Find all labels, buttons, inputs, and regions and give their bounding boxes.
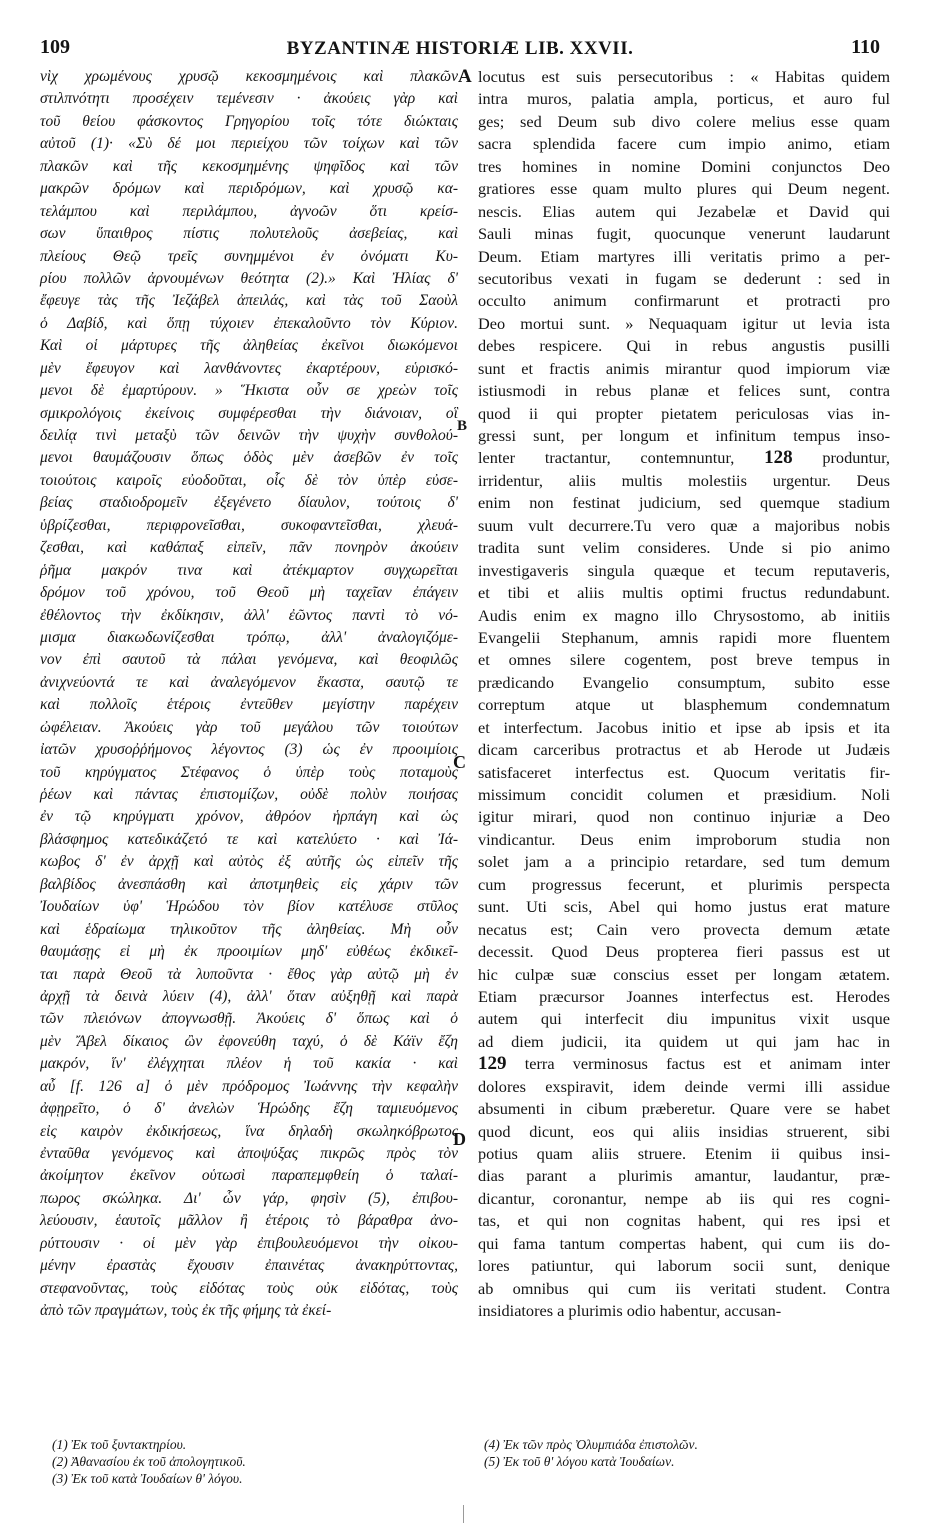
text-line: ρίου πολλῶν ἀρνουμένων θεότητα (2).» Καὶ Ἠλίας δ' bbox=[40, 269, 458, 287]
text-line: τελάμπου καὶ περιλάμπου, ἀγνοῶν ὅτι κρείσ- bbox=[40, 202, 458, 220]
text-line: ἐθέλοντος τὴν ἐκδίκησιν, ἀλλ' ἐῶντος παντὶ τὸ νό- bbox=[40, 606, 458, 624]
edition-page-number: 129 bbox=[478, 1053, 507, 1075]
text-line: occulto animum confirmarunt et protracti pro bbox=[478, 291, 890, 311]
text-line: Καὶ οἱ μάρτυρες τῆς ἀληθείας ἐκεῖνοι διωκόμενοι bbox=[40, 337, 458, 355]
text-line: Evangelii Stephanum, amnis rapidi more fluentem bbox=[478, 627, 890, 647]
text-line: decessit. Quod Deus propterea fieri passus est ut bbox=[478, 942, 890, 962]
text-line: αὐτοῦ (1)· «Σὺ δέ μοι περιείχου τῶν τοίχων καὶ τῶν bbox=[40, 135, 458, 153]
text-line: Deo mortui sunt. » Nequaquam igitur ut levia ista bbox=[478, 313, 890, 333]
text-line: et tibi et aliis multis optimi fructus redundabunt. bbox=[478, 583, 890, 603]
text-line: μὲν Ἄβελ δίκαιος ὢν ἐφονεύθη ταχύ, ὁ δὲ Κάϊν ἔζη bbox=[40, 1032, 458, 1050]
text-line: ἀφῃρεῖτο, ὁ δ' ἀνελὼν Ἡρώδης ἔζη ταμιευόμενος bbox=[40, 1100, 458, 1118]
text-line: ζεσθαι, καὶ καθάπαξ εἰπεῖν, πᾶν πονηρὸν ἀκούειν bbox=[40, 539, 458, 557]
text-line: μὲν ἔφευγον καὶ λανθάνοντες ἐκαρτέρουν, εὑρισκό- bbox=[40, 359, 458, 377]
text-line: μισμα διακωδωνίζεσθαι τρόπῳ, ἀλλ' ἀναλογιζόμε- bbox=[40, 628, 458, 646]
text-line: tradita sunt velim consideres. Unde si pio animo bbox=[478, 538, 890, 558]
text-line: ἰατῶν χρυσοῤῥήμονος λέγοντος (3) ὡς ἐν προοιμίοις bbox=[40, 741, 458, 759]
text-line: νον ἐπὶ σαυτοῦ τὰ πάλαι γενόμενα, καὶ θεοφιλῶς bbox=[40, 651, 458, 669]
text-line: πλείους Θεῷ τρεῖς συνημμένοι ἐν ὀνόματι Κυ- bbox=[40, 247, 458, 265]
text-line: tas, et qui non cognitas habent, qui res ipsi et bbox=[478, 1211, 890, 1231]
text-line: ὁ Δαβίδ, καὶ ὅπῃ τύχοιεν ἐπεκαλοῦντο τὸν Κύριον. bbox=[40, 314, 458, 332]
text-line: suum vult decurrere.Tu vero quæ a majoribus nobis bbox=[478, 515, 890, 535]
text-line: 129 terra verminosus factus est et animam inter bbox=[478, 1053, 890, 1075]
text-line: λεύουσιν, ἑαυτοῖς μᾶλλον ἢ ἑτέροις τὸ βάραθρα ἀνο- bbox=[40, 1212, 458, 1230]
text-line: καὶ ἑδραίωμα τηλικοῦτον τῆς ἀληθείας. Μὴ οὖν bbox=[40, 920, 458, 938]
text-line: cum progressus fecerunt, et plurimis perspecta bbox=[478, 874, 890, 894]
text-line: σων ὕπαιθρος πίστις πολυτελοῦς ἀσεβείας, καὶ bbox=[40, 225, 458, 243]
footnote: (5) Ἐκ τοῦ θ' λόγου κατὰ Ἰουδαίων. bbox=[484, 1454, 675, 1469]
text-line: missimum concidit columen et præsidium. Noli bbox=[478, 785, 890, 804]
text-line: potius quam aliis struere. Etenim ii quibus insi- bbox=[478, 1144, 890, 1163]
text-line: στιλπνότητι προσέχειν τεμένεσιν · ἀκούεις γὰρ καὶ bbox=[40, 90, 458, 108]
text-line: εἰς καιρὸν ἐκδικήσεως, ἵνα δηλαδὴ σκωληκόβρωτος bbox=[40, 1122, 458, 1140]
text-line: Sauli minas fugit, quocunque venerunt laudarunt bbox=[478, 224, 890, 244]
text-line: dolores exspiravit, idem deinde vermi illi assidue bbox=[478, 1076, 890, 1096]
text-line: αὖ [f. 126 a] ὁ μὲν πρόδρομος Ἰωάννης τὴν κεφαλὴν bbox=[40, 1077, 458, 1095]
text-line: satisfaceret interfectus est. Quocum veritatis fir- bbox=[478, 762, 890, 782]
text-line: πλακῶν καὶ τῆς κεκοσμημένης ψηφῖδος καὶ τῶν bbox=[40, 157, 458, 175]
text-line: debes respicere. Qui in rebus angustis pusilli bbox=[478, 336, 890, 356]
text-line: ὑβρίζεσθαι, περιφρονεῖσθαι, συκοφαντεῖσθαι, χλευά- bbox=[40, 516, 458, 534]
text-line: insidiatores a plurimis odio habentur, accusan- bbox=[478, 1301, 782, 1321]
footnote: (2) Ἀθανασίου ἐκ τοῦ ἀπολογητικοῦ. bbox=[52, 1454, 246, 1469]
footnote: (1) Ἐκ τοῦ ξυντακτηρίου. bbox=[52, 1437, 187, 1452]
text-line: μενοι δὲ ἐμαρτύρουν. » Ἥκιστα οὖν σε χρεὼν τοῖς bbox=[40, 382, 458, 400]
text-line: ἔφευγε τὰς τῆς Ἰεζάβελ ἀπειλάς, καὶ τὰς τοῦ Σαοὺλ bbox=[40, 292, 458, 310]
margin-marker-c: C bbox=[453, 752, 466, 772]
text-line: Ἰουδαίων ὑφ' Ἡρώδου τὸν βίον κατέλυσε στῦλος bbox=[40, 898, 458, 916]
text-line: ἀκοίμητον ἐκεῖνον οὑτωσὶ παραπεμφθείη ὁ ταλαί- bbox=[40, 1167, 458, 1185]
text-line: sunt et fractis animis mirantur quod impiorum viæ bbox=[478, 358, 890, 378]
text-line: correptum atque ut blasphemum condemnatum bbox=[478, 695, 890, 715]
text-line: ται παρὰ Θεοῦ τὰ λυποῦντα · ἔθος γὰρ αὐτῷ μὴ ἐν bbox=[40, 965, 458, 983]
text-line: solet jam a a principio retardare, sed tum demum bbox=[478, 852, 890, 872]
text-line: κωβος δ' ἐν ἀρχῇ καὶ αὐτὸς ἐξ αὐτῆς ὡς εἰπεῖν τῆς bbox=[40, 853, 458, 871]
text-line: irridentur, aliis multis molestiis urgentur. Deus bbox=[478, 470, 890, 490]
text-line: μενοι θαυμάζουσιν ὅπως ὁδὸς μὲν ἀσεβῶν ἐν τοῖς bbox=[40, 449, 458, 467]
text-line: dias parant a plurimis amantur, laudantur, præ- bbox=[478, 1166, 890, 1186]
text-line: intra muros, palatia ampla, porticus, et auro ful bbox=[478, 89, 890, 109]
text-line: Audis enim ex magno illo Chrysostomo, ab initiis bbox=[478, 605, 890, 625]
text-line: ad diem judicii, ita quidem ut qui jam hac in bbox=[478, 1031, 890, 1051]
text-line: ρύττουσιν · οἱ μὲν γὰρ ἐπιβουλευόμενοι τὴν οἰκου- bbox=[40, 1234, 458, 1252]
text-line: ῥῆμα μακρόν τινα καὶ ἀτέκμαρτον συγχωρεῖται bbox=[40, 561, 458, 579]
text-line: δρόμον τοῦ χρόνου, τοῦ Θεοῦ μὴ ταχεῖαν ἐπάγειν bbox=[40, 584, 458, 602]
text-line: βαλβίδος ἀνεσπάσθη καὶ ἀποτμηθεὶς εἰς χάριν τῶν bbox=[40, 875, 458, 893]
text-line: δειλίᾳ τινὶ μεταξὺ τῶν δεινῶν τὴν ψυχὴν συνθολού- bbox=[40, 427, 458, 444]
text-line: πωρος σκώληκα. Δι' ὧν γάρ, φησὶν (5), ἐπιβου- bbox=[40, 1189, 458, 1207]
footnotes-left bbox=[52, 1436, 246, 1487]
text-line: νὶχ χρωμένους χρυσῷ κεκοσμημένοις καὶ πλακῶν bbox=[40, 68, 458, 85]
text-line: hic culpæ suæ conscius esset per longam ætatem. bbox=[478, 964, 890, 984]
text-line: locutus est suis persecutoribus : « Habitas quidem bbox=[478, 67, 890, 86]
text-line: quod ii qui propter pietatem periculosas vias in- bbox=[478, 403, 890, 423]
text-line: tres homines in nomine Domini conjunctos Deo bbox=[478, 156, 890, 176]
text-line: istiusmodi in rebus planæ et felices sunt, contra bbox=[478, 381, 890, 401]
text-line: necatus est; Cain vero provecta demum ætate bbox=[478, 919, 890, 939]
text-line: ἀνιχνεύοντά τε καὶ ἀναλεγόμενον ἕκαστα, σαυτῷ τε bbox=[40, 673, 458, 691]
text-line: enim non festinat judicium, sed quemque stadium bbox=[478, 493, 890, 513]
text-line: Etiam præcursor Joannes interfectus est. Herodes bbox=[478, 986, 890, 1006]
text-line: lores patiuntur, qui laborum socii sunt, denique bbox=[478, 1256, 890, 1276]
text-line: dicam carceribus protractus et ab Herode ut Judæis bbox=[478, 740, 890, 760]
footnote: (4) Ἐκ τῶν πρὸς Ὀλυμπιάδα ἐπιστολῶν. bbox=[484, 1437, 698, 1452]
text-line: qui fama tantum compertas habent, qui cum iis do- bbox=[478, 1233, 890, 1253]
text-line: sunt. Uti scis, Abel qui homo justus erat mature bbox=[478, 897, 890, 917]
text-line: στεφανοῦντας, τοὺς εἰδότας τοὺς οὐκ εἰδότας, τοὺς bbox=[40, 1279, 458, 1297]
text-line: ges; sed Deum sub divo colere melius esse quam bbox=[478, 111, 890, 131]
greek-text-column bbox=[40, 66, 458, 1323]
printer-mark bbox=[463, 1505, 464, 1523]
text-line: ab omnibus qui cum iis veritati student. Contra bbox=[478, 1278, 890, 1298]
text-line: dicantur, coronantur, nempe ab iis qui res cogni- bbox=[478, 1188, 890, 1208]
text-line: secutoribus vexati in fugam se dederunt : sed in bbox=[478, 268, 890, 288]
text-line: sacra splendida facere cum impio animo, etiam bbox=[478, 134, 890, 154]
page-number-left: 109 bbox=[40, 36, 70, 58]
text-line: ἀπὸ τῶν πραγμάτων, τοὺς ἐκ τῆς φήμης τὰ ἐκεί- bbox=[40, 1302, 332, 1320]
text-line: absumenti in cibum præberetur. Quare vere se habet bbox=[478, 1099, 890, 1119]
margin-marker-d: D bbox=[453, 1129, 466, 1149]
text-line: θαυμάσῃς εἰ μὴ ἐκ προοιμίων μηδ' εὐθέως ἐκδικεῖ- bbox=[40, 943, 458, 961]
page-header bbox=[40, 36, 880, 66]
text-line: lenter tractantur, contemnuntur, 128 produntur, bbox=[478, 447, 890, 469]
text-line: investigaveris singula quæque et tecum reputaveris, bbox=[478, 560, 890, 580]
footnote: (3) Ἐκ τοῦ κατὰ Ἰουδαίων θ' λόγου. bbox=[52, 1471, 243, 1486]
text-line: gressi sunt, per longum et infinitum tempus inso- bbox=[478, 426, 890, 445]
text-line: igitur mirari, quod non continuo injuriæ a Deo bbox=[478, 807, 890, 827]
text-line: βείας σταδιοδρομεῖν ἐξεγένετο δίαυλον, τούτοις δ' bbox=[40, 494, 458, 512]
margin-marker-b: B bbox=[457, 418, 468, 434]
text-line: ῥέων καὶ πάντας ἐπιστομίζων, οὐδὲ πολὺν ποιήσας bbox=[40, 786, 458, 803]
text-line: quod dicunt, eos qui aliis insidias struerent, sibi bbox=[478, 1121, 890, 1141]
text-line: μακρῶν δρόμων καὶ περιδρόμων, καὶ χρυσῷ κα- bbox=[40, 180, 458, 198]
text-line: ἀρχῇ τὰ δεινὰ λύειν (4), ἀλλ' ὅταν αὐξηθῇ καὶ παρὰ bbox=[40, 987, 458, 1005]
text-line: prædicando Evangelio consumptum, subito esse bbox=[478, 672, 890, 692]
text-line: et interfectum. Jacobus initio et ipse ab ipsis et ita bbox=[478, 717, 890, 737]
text-line: τοῦ θείου φάσκοντος Γρηγορίου τοῖς τότε διώκταις bbox=[40, 112, 458, 130]
latin-text-column bbox=[478, 66, 890, 1323]
text-line: Deum. Etiam martyres illi veritatis primo a per- bbox=[478, 246, 890, 266]
text-line: ὠφέλειαν. Ἀκούεις γὰρ τοῦ μεγάλου τῶν τοιούτων bbox=[40, 718, 458, 736]
text-line: σμικρολόγοις ἐκείνοις συμφέρεσθαι τὴν διάνοιαν, οἳ bbox=[40, 404, 458, 422]
text-line: ἐνταῦθα γενόμενος καὶ ἀποψύξας πικρῶς πρὸς τὸν bbox=[40, 1145, 458, 1162]
footnotes-right bbox=[484, 1436, 698, 1470]
text-line: autem qui interfecit diu impunitus vixit usque bbox=[478, 1009, 890, 1029]
text-line: gratiores esse quam multo plures qui Deum negent. bbox=[478, 179, 890, 199]
text-line: et omnes silere cogentem, post breve tempus in bbox=[478, 650, 890, 670]
edition-page-number: 128 bbox=[764, 447, 793, 469]
text-line: τοιούτοις καιροῖς εὐοδοῦται, οἷς δὲ τὸν ὑπὲρ εὐσε- bbox=[40, 471, 458, 489]
text-line: καὶ πολλοῖς ἑτέροις ἐντεῦθεν μεγίστην παρέχειν bbox=[40, 696, 458, 714]
text-line: τῶν πλειόνων ἀπογνωσθῇ. Ἀκούεις δ' ὅπως καὶ ὁ bbox=[40, 1010, 458, 1028]
text-line: nescis. Elias autem qui Jezabelæ et David qui bbox=[478, 201, 890, 221]
text-line: τοῦ κηρύγματος Στέφανος ὁ ὑπὲρ τοὺς ποταμοὺς bbox=[40, 763, 458, 781]
running-title: BYZANTINÆ HISTORIÆ LIB. XXVII. bbox=[286, 38, 634, 59]
text-line: μένην ἐραστὰς ἔχουσιν ἐπαινέτας ἀνακηρύττοντας, bbox=[40, 1257, 458, 1275]
text-line: βλάσφημος κατεδικάζετό τε καὶ κατελύετο · καὶ Ἰά- bbox=[40, 830, 458, 848]
margin-marker-a: A bbox=[458, 66, 472, 87]
text-line: ἐν τῷ κηρύγματι χρόνον, ἀθρόον ἡρπάγη καὶ ὡς bbox=[40, 808, 458, 826]
text-line: μακρόν, ἵν' ἐλέγχηται πλέον ἡ τοῦ κακία · καὶ bbox=[40, 1055, 458, 1073]
text-line: vindicantur. Deus enim improborum studia non bbox=[478, 829, 890, 849]
page-number-right: 110 bbox=[851, 36, 880, 58]
